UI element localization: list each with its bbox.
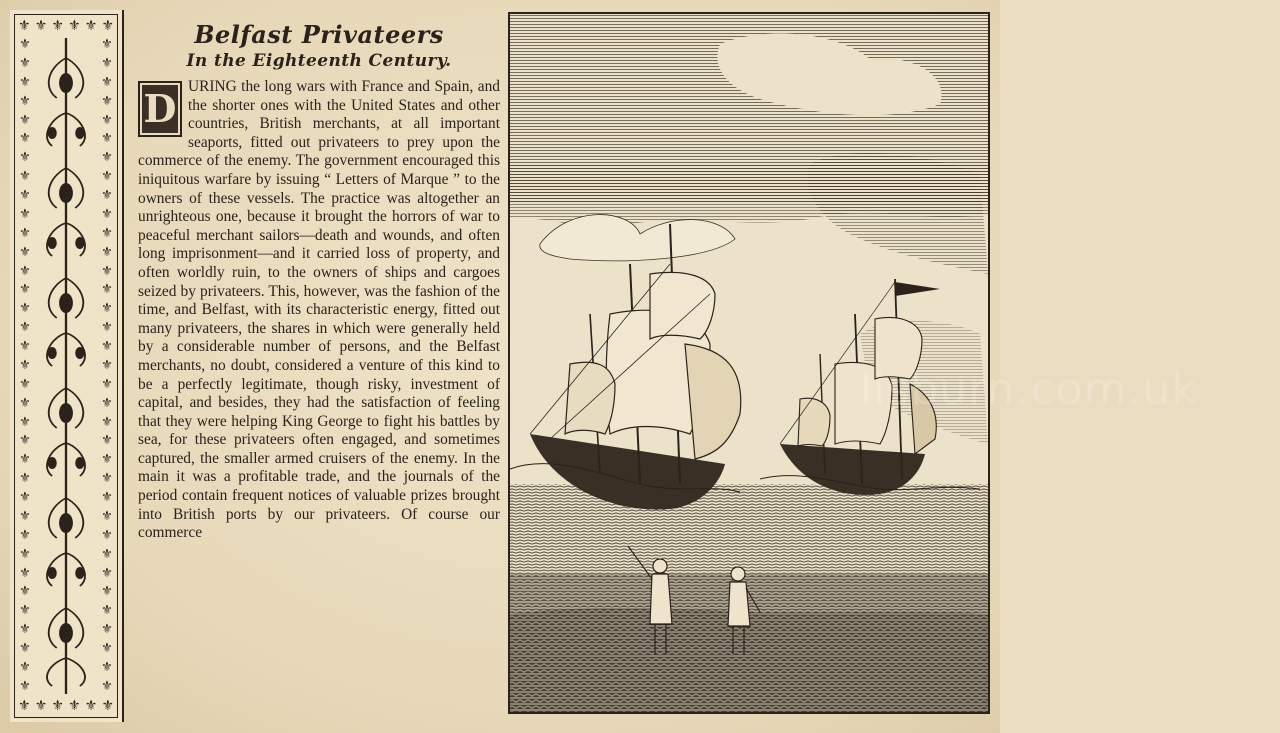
- fleur-de-lis-icon: ⚜: [19, 301, 31, 317]
- fleur-de-lis-icon: ⚜: [19, 206, 31, 222]
- fleur-de-lis-icon: ⚜: [19, 339, 31, 354]
- fleur-de-lis-icon: ⚜: [19, 188, 31, 203]
- fleur-de-lis-icon: ⚜: [101, 282, 113, 298]
- fleur-de-lis-icon: ⚜: [101, 414, 113, 430]
- fleur-de-lis-icon: ⚜: [101, 206, 113, 222]
- fleur-de-lis-icon: ⚜: [19, 357, 31, 373]
- fleur-de-lis-icon: ⚜: [101, 74, 113, 90]
- fleur-de-lis-icon: ⚜: [101, 244, 113, 260]
- fleur-de-lis-icon: ⚜: [101, 622, 113, 638]
- fleur-de-lis-icon: ⚜: [19, 244, 31, 260]
- fleur-de-lis-icon: ⚜: [101, 301, 113, 317]
- fleur-de-lis-icon: ⚜: [19, 490, 31, 505]
- fleur-de-lis-icon: ⚜: [18, 698, 31, 714]
- fleur-de-lis-icon: ⚜: [101, 565, 113, 581]
- fleur-column-left: [18, 38, 32, 694]
- fleur-de-lis-icon: ⚜: [84, 698, 98, 714]
- fleur-de-lis-icon: ⚜: [101, 320, 113, 336]
- fleur-column-right: [100, 38, 114, 694]
- fleur-de-lis-icon: ⚜: [101, 659, 113, 675]
- fleur-de-lis-icon: ⚜: [101, 131, 113, 147]
- article-body-text: URING the long wars with France and Spain, and the shorter ones with the United States and other countries, British merchants, at all important seaports, fitted out privateers to prey upon the commerce of the enemy. The government encouraged this iniquitous warfare by issuing “ Letters of Marque ” to the owners of these vessels. The practice was altogether an unrighteous one, because it brought the horrors of war to peaceful merchant sailors—death and wounds, and often long imprisonment—and it carried loss of property, and often worldly ruin, to the owners of ships and cargoes seized by privateers. This, however, was the fashion of the time, and Belfast, with its characteristic energy, fitted out many privateers, the shares in which were generally held by a considerable number of persons, and the Belfast merchants, no doubt, considered a venture of this kind to be a perfectly legitimate, though risky, investment of capital, and besides, they had the satisfaction of feeling that they were helping King George to fight his battles by sea, for these privateers often engaged, and sometimes captured, the smaller armed cruisers of the enemy. In the main it was a profitable trade, and the journals of the period contain frequent notices of valuable prizes brought into British ports by our privateers. Of course our commerce: [138, 78, 500, 542]
- fleur-de-lis-icon: ⚜: [19, 93, 31, 109]
- fleur-de-lis-icon: ⚜: [19, 659, 31, 675]
- fleur-de-lis-icon: ⚜: [101, 641, 113, 656]
- fleur-de-lis-icon: ⚜: [19, 565, 31, 581]
- fleur-de-lis-icon: ⚜: [19, 508, 31, 524]
- fleur-de-lis-icon: ⚜: [19, 263, 31, 279]
- fleur-de-lis-icon: ⚜: [19, 131, 31, 147]
- fleur-de-lis-icon: ⚜: [101, 37, 113, 52]
- fleur-de-lis-icon: ⚜: [19, 546, 31, 562]
- fleur-de-lis-icon: ⚜: [68, 18, 81, 34]
- fleur-de-lis-icon: ⚜: [101, 546, 113, 562]
- fleur-de-lis-icon: ⚜: [19, 112, 31, 128]
- article-body: [138, 78, 500, 543]
- fleur-de-lis-icon: ⚜: [19, 150, 31, 166]
- fleur-de-lis-icon: ⚜: [19, 55, 31, 71]
- fleur-de-lis-icon: ⚜: [101, 93, 113, 109]
- ornamental-border: [10, 10, 124, 722]
- fleur-de-lis-icon: ⚜: [19, 603, 31, 619]
- fleur-de-lis-icon: ⚜: [101, 395, 113, 411]
- fleur-de-lis-icon: ⚜: [19, 376, 31, 392]
- fleur-de-lis-icon: ⚜: [19, 225, 31, 241]
- fleur-de-lis-icon: ⚜: [34, 18, 48, 34]
- fleur-de-lis-icon: ⚜: [19, 74, 31, 90]
- fleur-de-lis-icon: ⚜: [68, 698, 81, 714]
- fleur-de-lis-icon: ⚜: [19, 320, 31, 336]
- fleur-de-lis-icon: ⚜: [101, 357, 113, 373]
- fleur-de-lis-icon: ⚜: [19, 641, 31, 656]
- fleur-de-lis-icon: ⚜: [101, 678, 113, 694]
- fleur-de-lis-icon: ⚜: [19, 622, 31, 638]
- fleur-de-lis-icon: ⚜: [101, 452, 113, 468]
- fleur-row-top: [18, 18, 114, 34]
- fleur-de-lis-icon: ⚜: [101, 584, 113, 600]
- fleur-de-lis-icon: ⚜: [19, 414, 31, 430]
- fleur-de-lis-icon: ⚜: [19, 169, 31, 185]
- fleur-row-bottom: [18, 698, 114, 714]
- fleur-de-lis-icon: ⚜: [101, 339, 113, 354]
- fleur-de-lis-icon: ⚜: [19, 282, 31, 298]
- vine-ornament-icon: [36, 38, 96, 694]
- fleur-de-lis-icon: ⚜: [101, 112, 113, 128]
- fleur-de-lis-icon: ⚜: [19, 678, 31, 694]
- article-column: [138, 20, 500, 710]
- fleur-de-lis-icon: ⚜: [101, 433, 113, 449]
- fleur-de-lis-icon: ⚜: [19, 395, 31, 411]
- fleur-de-lis-icon: ⚜: [84, 18, 98, 34]
- watermark: lisburn.com.uk: [860, 364, 1198, 415]
- fleur-de-lis-icon: ⚜: [51, 698, 64, 714]
- fleur-de-lis-icon: ⚜: [101, 263, 113, 279]
- fleur-de-lis-icon: ⚜: [19, 452, 31, 468]
- fleur-de-lis-icon: ⚜: [101, 225, 113, 241]
- fleur-de-lis-icon: ⚜: [101, 603, 113, 619]
- fleur-de-lis-icon: ⚜: [18, 18, 31, 34]
- article-title: Belfast Privateers: [194, 20, 444, 49]
- fleur-de-lis-icon: ⚜: [19, 433, 31, 449]
- article-subtitle: In the Eighteenth Century.: [186, 51, 452, 71]
- fleur-de-lis-icon: ⚜: [101, 490, 113, 505]
- fleur-de-lis-icon: ⚜: [101, 188, 113, 203]
- fleur-de-lis-icon: ⚜: [34, 698, 48, 714]
- ships-engraving-image: [510, 14, 988, 712]
- fleur-de-lis-icon: ⚜: [51, 18, 64, 34]
- fleur-de-lis-icon: ⚜: [101, 169, 113, 185]
- fleur-de-lis-icon: ⚜: [19, 584, 31, 600]
- fleur-de-lis-icon: ⚜: [19, 37, 31, 52]
- fleur-de-lis-icon: ⚜: [101, 508, 113, 524]
- fleur-de-lis-icon: ⚜: [101, 18, 114, 34]
- fleur-de-lis-icon: ⚜: [101, 376, 113, 392]
- vine-ornament: [36, 38, 96, 694]
- fleur-de-lis-icon: ⚜: [101, 55, 113, 71]
- fleur-de-lis-icon: ⚜: [19, 471, 31, 487]
- fleur-de-lis-icon: ⚜: [101, 471, 113, 487]
- fleur-de-lis-icon: ⚜: [101, 527, 113, 543]
- fleur-de-lis-icon: ⚜: [19, 527, 31, 543]
- drop-cap: D: [138, 81, 182, 137]
- fleur-de-lis-icon: ⚜: [101, 150, 113, 166]
- fleur-de-lis-icon: ⚜: [101, 698, 114, 714]
- ships-illustration: [508, 12, 1198, 714]
